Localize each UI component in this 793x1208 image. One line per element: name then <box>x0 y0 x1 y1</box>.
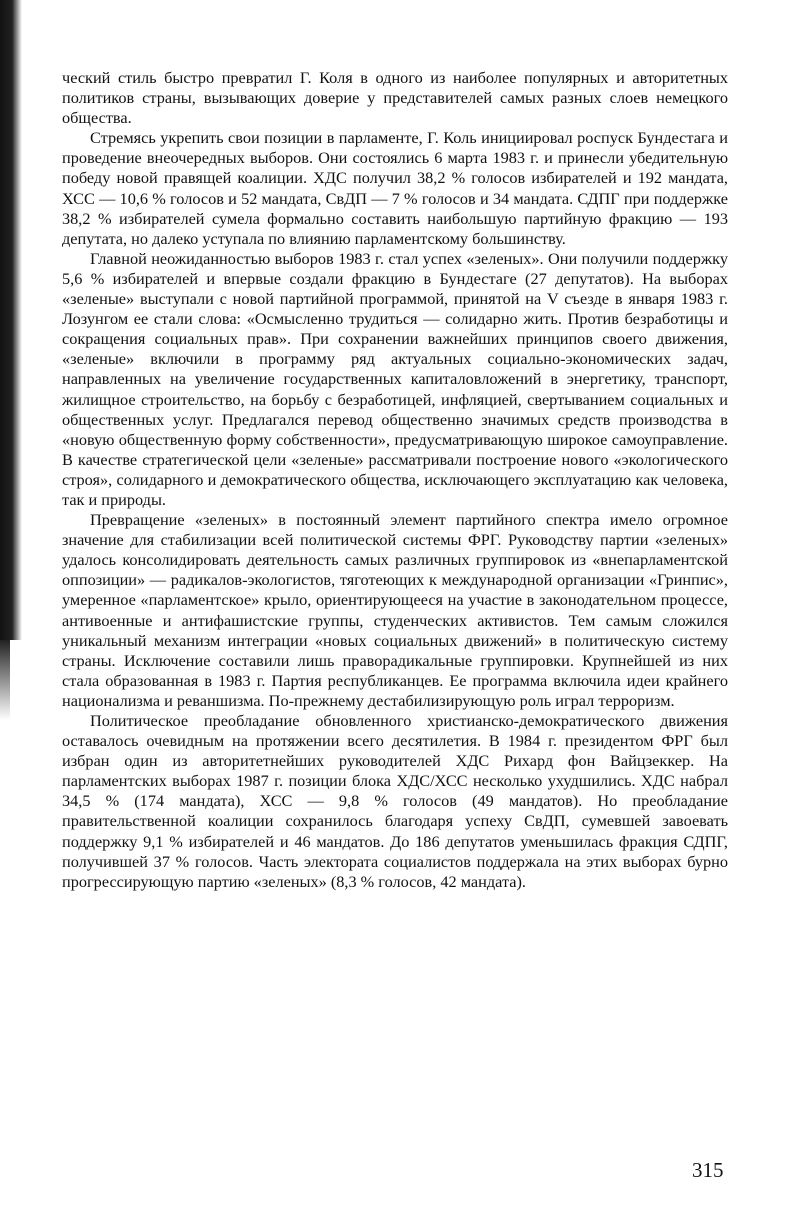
page-number: 315 <box>692 1158 724 1182</box>
paragraph-bundestag-dissolution: Стремясь укрепить свои позиции в парламенте, Г. Коль инициировал роспуск Бундестага и проведение внеочередных выборов. Они состоялись 6 марта 1983 г. и принесли убедительную победу новой правящей коалиции. ХДС получил 38,2 % голосов избирателей и 192 мандата, ХСС — 10,6 % голосов и 52 мандата, СвДП — 7 % голосов и 34 мандата. СДПГ при поддержке 38,2 % избирателей сумела формально составить наибольшую партийную фракцию — 193 депутата, но далеко уступала по влиянию парламентскому большинству. <box>62 128 728 248</box>
scan-binding-shadow-fade <box>0 640 10 720</box>
paragraph-greens-success: Главной неожиданностью выборов 1983 г. стал успех «зеленых». Они получили поддержку 5,6 % избирателей и впервые создали фракцию в Бундестаге (27 депутатов). На выборах «зеленые» выступали с новой партийной программой, принятой на V съезде в января 1983 г. Лозунгом ее стали слова: «Осмысленно трудиться — солидарно жить. Против безработицы и сокращения социальных прав». При сохранении важнейших принципов своего движения, «зеленые» включили в программу ряд актуальных социально-экономических задач, направленных на увеличение государственных капиталовложений в энергетику, транспорт, жилищное строительство, на борьбу с безработицей, инфляцией, свертыванием социальных и общественных услуг. Предлагался перевод общественно значимых средств производства в «новую общественную форму собственности», предусматривающую широкое самоуправление. В качестве стратегической цели «зеленые» рассматривали построение нового «экологического строя», солидарного и демократического общества, исключающего эксплуатацию как человека, так и природы. <box>62 248 728 509</box>
paragraph-cdu-dominance: Политическое преобладание обновленного христианско-демократического движения оставалось очевидным на протяжении всего десятилетия. В 1984 г. президентом ФРГ был избран один из авторитетнейших руководителей ХДС Рихард фон Вайцзеккер. На парламентских выборах 1987 г. позиции блока ХДС/ХСС несколько ухудшились. ХДС набрал 34,5 % (174 мандата), ХСС — 9,8 % голосов (49 мандатов). Но преобладание правительственной коалиции сохранилось благодаря успеху СвДП, сумевшей завоевать поддержку 9,1 % избирателей и 46 мандатов. До 186 депутатов уменьшилась фракция СДПГ, получившей 37 % голосов. Часть электората социалистов поддержала на этих выборах бурно прогрессирующую партию «зеленых» (8,3 % голосов, 42 мандата). <box>62 711 728 891</box>
page-body <box>62 68 728 892</box>
paragraph-greens-integration: Превращение «зеленых» в постоянный элемент партийного спектра имело огромное значение для стабилизации всей политической системы ФРГ. Руководству партии «зеленых» удалось консолидировать деятельность самых различных группировок из «внепарламентской оппозиции» — радикалов-экологистов, тяготеющих к международной организации «Гринпис», умеренное «парламентское» крыло, ориентирующееся на участие в законодательном процессе, антивоенные и антифашистские группы, студенческих активистов. Тем самым сложился уникальный механизм интеграции «новых социальных движений» в политическую систему страны. Исключение составили лишь праворадикальные группировки. Крупнейшей из них стала образованная в 1983 г. Партия республиканцев. Ее программа включила идеи крайнего национализма и реваншизма. По-прежнему дестабилизирующую роль играл терроризм. <box>62 510 728 710</box>
scan-binding-shadow <box>0 0 22 640</box>
paragraph-continuation: ческий стиль быстро превратил Г. Коля в одного из наиболее популярных и авторитетных политиков страны, вызывающих доверие у представителей самых разных слоев немецкого общества. <box>62 68 728 128</box>
